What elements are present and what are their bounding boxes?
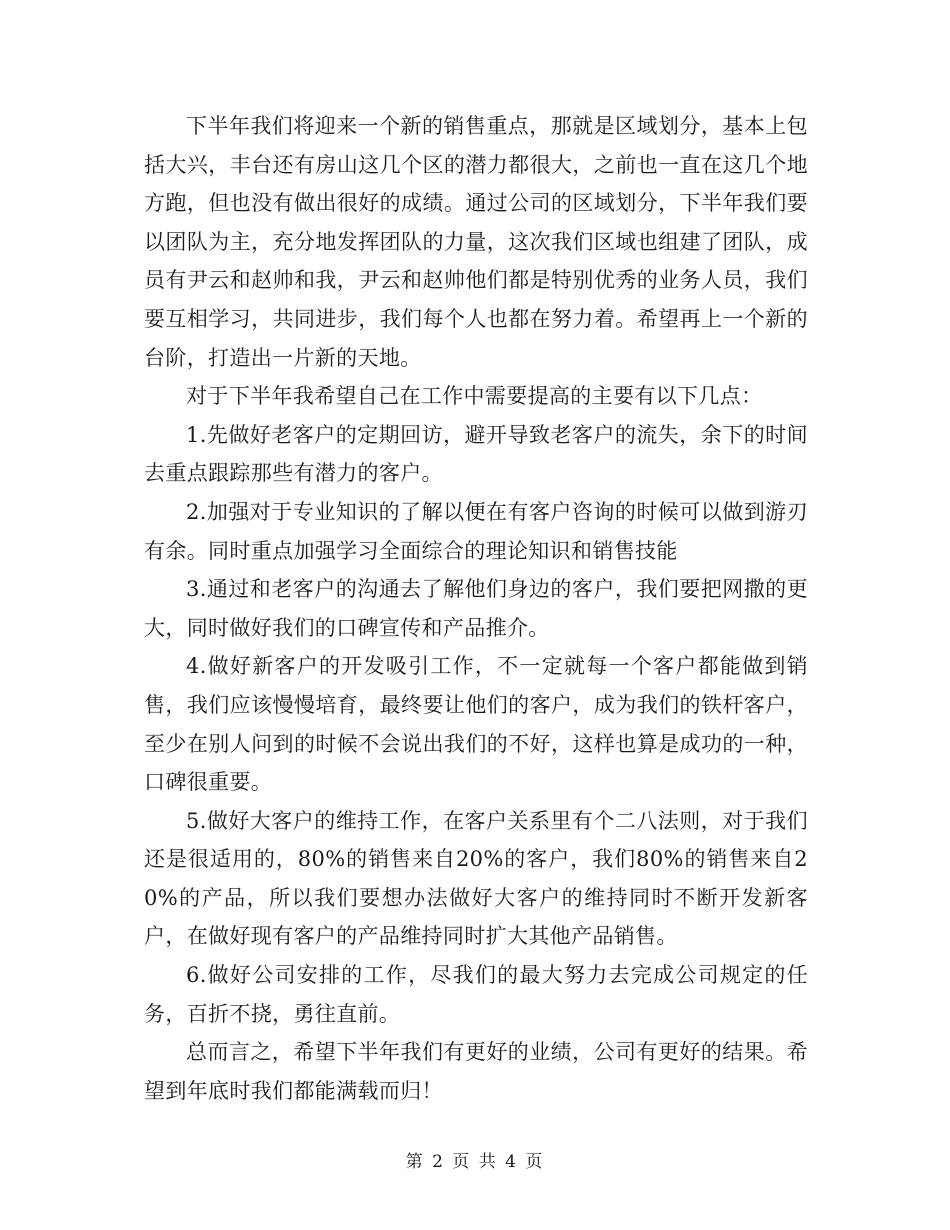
list-item-5: 5.做好大客户的维持工作，在客户关系里有个二八法则，对于我们还是很适用的，80%的销售来自20%的客户，我们80%的销售来自20%的产品，所以我们要想办法做好大客户的维持同时不断开发新客户，在做好现有客户的产品维持同时扩大其他产品销售。 — [144, 808, 808, 949]
page-number-footer: 第 2 页 共 4 页 — [405, 1152, 545, 1172]
paragraph-regional-division: 下半年我们将迎来一个新的销售重点，那就是区域划分，基本上包括大兴，丰台还有房山这几个区的潜力都很大，之前也一直在这几个地方跑，但也没有做出很好的成绩。通过公司的区域划分，下半年我们要以团队为主，充分地发挥团队的力量，这次我们区域也组建了团队，成员有尹云和赵帅和我，尹云和赵帅他们都是特别优秀的业务人员，我们要互相学习，共同进步，我们每个人也都在努力着。希望再上一个新的台阶，打造出一片新的天地。 — [144, 114, 808, 370]
list-item-4: 4.做好新客户的开发吸引工作，不一定就每一个客户都能做到销售，我们应该慢慢培育，最终要让他们的客户，成为我们的铁杆客户，至少在别人问到的时候不会说出我们的不好，这样也算是成功的一种，口碑很重要。 — [144, 654, 808, 795]
document-body — [144, 107, 808, 1110]
paragraph-conclusion: 总而言之，希望下半年我们有更好的业绩，公司有更好的结果。希望到年底时我们都能满载而归！ — [144, 1040, 808, 1103]
list-item-3: 3.通过和老客户的沟通去了解他们身边的客户，我们要把网撒的更大，同时做好我们的口碑宣传和产品推介。 — [144, 577, 808, 640]
list-item-1: 1.先做好老客户的定期回访，避开导致老客户的流失，余下的时间去重点跟踪那些有潜力的客户。 — [144, 422, 808, 486]
paragraph-improvement-intro: 对于下半年我希望自己在工作中需要提高的主要有以下几点： — [186, 384, 763, 409]
list-item-2: 2.加强对于专业知识的了解以便在有客户咨询的时候可以做到游刃有余。同时重点加强学习全面综合的理论知识和销售技能 — [144, 499, 808, 563]
list-item-6: 6.做好公司安排的工作，尽我们的最大努力去完成公司规定的任务，百折不挠，勇往直前。 — [144, 963, 808, 1026]
